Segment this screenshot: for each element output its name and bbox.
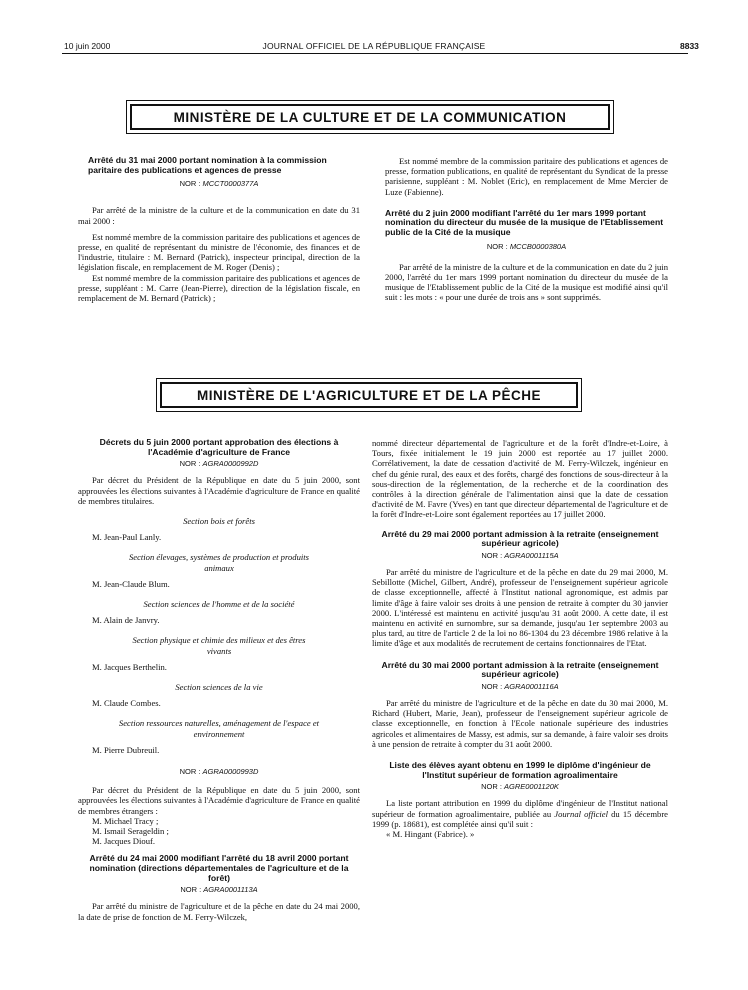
- agriculture-left-column: [78, 438, 360, 922]
- paragraph: Par arrêté du ministre de l'agriculture et de la pêche en date du 29 mai 2000, M. Sebillotte (Michel, Gilbert, André), professeur de l'enseignement supérieur agricole de classe exceptionnelle, affecté à l'Institut national agronomique, est admis par limite d'âge à faire valoir ses droits à une pension de retraite à compter du 30 janvier 2000. L'intéressé est maintenu en activité jusqu'au 31 août 2000. A cette date, il est maintenu en activité en surnombre, sur sa demande, jusqu'au 1er septembre 2003 au plus tard, au titre de l'article 2 de la loi no 86-1304 du 23 décembre 1986 relative à la limite d'âge et aux modalités de recrutement de certains fonctionnaires de l'Etat.: [372, 567, 668, 649]
- nor-reference: NOR : AGRA0001116A: [481, 681, 559, 691]
- nor-reference: NOR : AGRA0001115A: [481, 550, 559, 560]
- header-rule: [62, 53, 688, 54]
- section-heading: Section sciences de la vie: [175, 682, 263, 693]
- nor-reference: NOR : MCCT0000377A: [179, 179, 259, 189]
- decree-title: Arrêté du 30 mai 2000 portant admission à la retraite (enseignement supérieur agricole): [381, 659, 659, 680]
- paragraph: Est nommé membre de la commission paritaire des publications et agences de presse, formation publications, en qualité de représentant du Syndicat de la presse parisienne, suppléant : M. Noblet (Eric), en remplacement de Mme Mercier de Luze (Fabienne).: [385, 156, 668, 197]
- decree-title: Décrets du 5 juin 2000 portant approbation des élections à l'Académie d'agriculture de France: [99, 437, 339, 457]
- section-heading: Section élevages, systèmes de production et produits animaux: [128, 552, 310, 573]
- member-name: M. Ismail Serageldin ;: [92, 826, 169, 837]
- member-name: M. Claude Combes.: [92, 698, 161, 709]
- ministry-agriculture-heading: MINISTÈRE DE L'AGRICULTURE ET DE LA PÊCHE: [160, 382, 578, 408]
- paragraph: Par décret du Président de la République en date du 5 juin 2000, sont approuvées les élections suivantes à l'Académie d'agriculture de France en qualité de membres titulaires.: [78, 475, 360, 506]
- paragraph: « M. Hingant (Fabrice). »: [386, 829, 475, 840]
- member-name: M. Pierre Dubreuil.: [92, 744, 160, 755]
- decree-title: Arrêté du 31 mai 2000 portant nomination à la commission paritaire des publications et agences de presse: [88, 155, 327, 175]
- header-journal-title: JOURNAL OFFICIEL DE LA RÉPUBLIQUE FRANÇAISE: [262, 41, 486, 51]
- decree-title: Liste des élèves ayant obtenu en 1999 le diplôme d'ingénieur de l'Institut supérieur de formation agroalimentaire: [389, 760, 651, 780]
- member-name: M. Michael Tracy ;: [92, 815, 159, 826]
- decree-title: Arrêté du 2 juin 2000 modifiant l'arrêté du 1er mars 1999 portant nomination du directeur du musée de la musique de l'Etablissement public de la Cité de la musique: [385, 207, 664, 237]
- nor-reference: NOR : AGRE0001120K: [481, 782, 559, 792]
- paragraph: La liste portant attribution en 1999 du diplôme d'ingénieur de l'Institut national supérieur de formation agroalimentaire, publiée au Journal officiel du 15 décembre 1999 (p. 18681), est complétée ainsi qu'il suit :: [372, 798, 668, 829]
- section-heading: Section sciences de l'homme et de la société: [143, 599, 295, 610]
- paragraph: Par arrêté du ministre de l'agriculture et de la pêche en date du 30 mai 2000, M. Richard (Hubert, Marie, Jean), professeur de l'enseignement supérieur agricole de classe exceptionnelle, en fonction à l'Ecole nationale supérieure des industries agricoles et alimentaires de Massy, est admis, sur sa demande, à faire valoir ses droits à une pension de retraite à compter du 31 août 2000.: [372, 698, 668, 749]
- section-heading: Section physique et chimie des milieux et des êtres vivants: [132, 635, 306, 656]
- culture-left-column: [78, 156, 360, 303]
- nor-reference: NOR : AGRA0000993D: [179, 767, 259, 777]
- section-heading: Section ressources naturelles, aménagement de l'espace et environnement: [118, 718, 320, 739]
- decree-title: Arrêté du 29 mai 2000 portant admission à la retraite (enseignement supérieur agricole): [381, 528, 659, 549]
- member-name: M. Jean-Claude Blum.: [92, 578, 170, 589]
- culture-right-column: [385, 156, 668, 303]
- header-date: 10 juin 2000: [64, 41, 111, 51]
- paragraph: Par arrêté de la ministre de la culture et de la communication en date du 2 juin 2000, l'arrêté du 1er mars 1999 portant nomination du directeur du musée de la musique de l'Etablissement public de la Cité de la musique est modifié ainsi qu'il suit : les mots : « pour une durée de trois ans » sont supprimés.: [385, 261, 668, 303]
- member-name: M. Jacques Diouf.: [92, 836, 156, 847]
- member-name: M. Jean-Paul Lanly.: [92, 532, 162, 543]
- paragraph: nommé directeur départemental de l'agriculture et de la forêt d'Indre-et-Loire, à Tours, fixée initialement le 19 juin 2000 est reportée au 17 juillet 2000. Corrélativement, la date de cessation d'activité de M. Ferry-Wilczek, ingénieur en chef du génie rural, des eaux et des forêts, chargé des fonctions de sous-directeur à la sous-direction de la réglementation, de la recherche et de la coordination des contrôles à la direction générale de l'alimentation ainsi que la date de cessation d'activité de M. Favre (Yves) en tant que directeur départemental de l'agriculture et de la forêt d'Indre-et-Loire sont également reportées au 17 juillet 2000.: [372, 438, 668, 520]
- paragraph: Est nommé membre de la commission paritaire des publications et agences de presse, en qualité de représentant du ministre de l'économie, des finances et de l'industrie, titulaire : M. Bernard (Patrick), inspecteur principal, direction de la législation fiscale, en remplacement de M. Roger (Denis) ;: [78, 231, 360, 273]
- decree-title: Arrêté du 24 mai 2000 modifiant l'arrêté du 18 avril 2000 portant nomination (directions départementales de l'agriculture et de la forêt): [89, 853, 349, 883]
- paragraph: Par arrêté de la ministre de la culture et de la communication en date du 31 mai 2000 :: [78, 205, 360, 226]
- section-heading: Section bois et forêts: [183, 516, 255, 526]
- nor-reference: NOR : AGRA0001113A: [180, 885, 258, 895]
- member-name: M. Jacques Berthelin.: [92, 661, 167, 672]
- member-name: M. Alain de Janvry.: [92, 615, 160, 626]
- paragraph: Par décret du Président de la République en date du 5 juin 2000, sont approuvées les élections suivantes à l'Académie d'agriculture de France en qualité de membres étrangers :: [78, 785, 360, 816]
- agriculture-right-column: [372, 438, 668, 839]
- paragraph: Par arrêté du ministre de l'agriculture et de la pêche en date du 24 mai 2000, la date de prise de fonction de M. Ferry-Wilczek,: [78, 901, 360, 922]
- nor-reference: NOR : MCCB0000380A: [486, 241, 567, 251]
- ministry-culture-heading: MINISTÈRE DE LA CULTURE ET DE LA COMMUNICATION: [130, 104, 610, 130]
- paragraph: Est nommé membre de la commission paritaire des publications et agences de presse, suppléant : M. Carre (Jean-Pierre), direction de la législation fiscale, en remplacement de M. Bernard (Patrick) ;: [78, 272, 360, 304]
- header-page-number: 8833: [680, 41, 699, 51]
- nor-reference: NOR : AGRA0000992D: [179, 459, 259, 469]
